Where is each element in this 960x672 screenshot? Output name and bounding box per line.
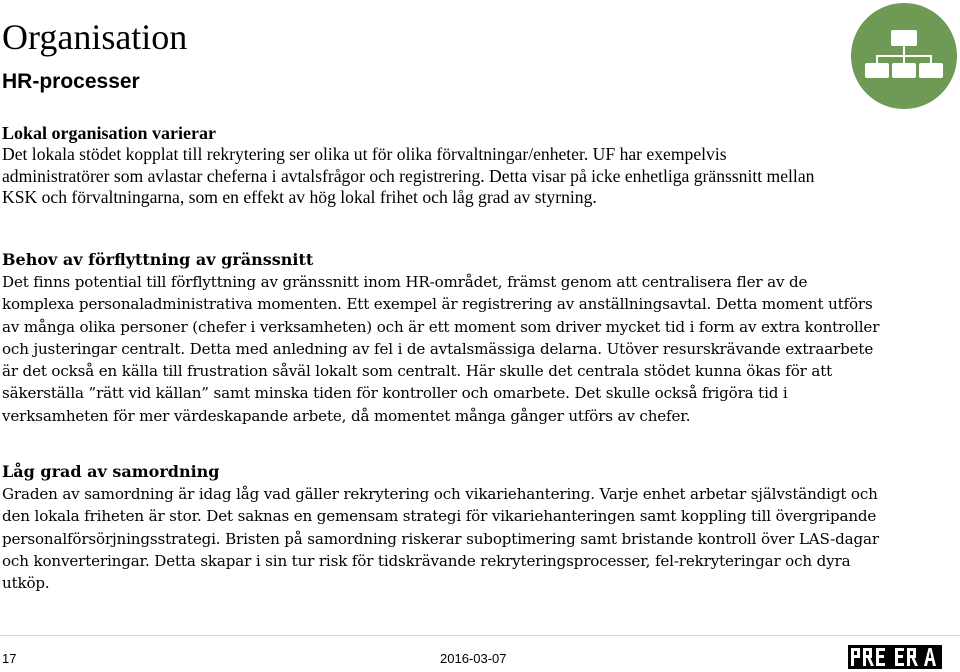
- footer-divider: [0, 635, 960, 636]
- brand-logo: [848, 645, 942, 669]
- org-chart-badge: [851, 3, 957, 109]
- section-heading: Låg grad av samordning: [2, 462, 220, 481]
- section-body: [2, 144, 952, 209]
- section-body: [2, 483, 952, 594]
- page-subtitle: HR-processer: [2, 70, 140, 93]
- body-line: säkerställa ”rätt vid källan” samt minska tiden för kontroller och omarbete. Det skulle också frigöra tid i: [2, 384, 788, 403]
- body-line: komplexa personaladministrativa momenten. Ett exempel är registrering av anställningsavtal. Detta moment utförs: [2, 295, 873, 314]
- body-line: den lokala friheten är stor. Det saknas en gemensam strategi för vikariehanteringen samt koppling till övergripande: [2, 507, 877, 526]
- body-line: är det också en källa till frustration såväl lokalt som centralt. Här skulle det centrala stödet kunna ökas för att: [2, 362, 833, 381]
- body-line: KSK och förvaltningarna, som en effekt av hög lokal frihet och låg grad av styrning.: [2, 187, 597, 207]
- body-line: Det finns potential till förflyttning av gränssnitt inom HR-området, främst genom att centralisera fler av de: [2, 273, 808, 291]
- section-heading: Lokal organisation varierar: [2, 123, 216, 143]
- body-line: Det lokala stödet kopplat till rekrytering ser olika ut för olika förvaltningar/enheter. UF har exempelvis: [2, 144, 727, 164]
- page-number: 17: [2, 651, 17, 666]
- org-chart-icon: [851, 3, 957, 109]
- section-interface-shift: [2, 249, 952, 427]
- section-low-coordination: [2, 461, 952, 594]
- body-line: personalförsörjningsstrategi. Bristen på samordning riskerar suboptimering samt bristande kontroll över LAS-dagar: [2, 529, 879, 548]
- brand-logo-mark: [848, 645, 942, 669]
- body-line: utköp.: [2, 574, 50, 593]
- section-heading: Behov av förflyttning av gränssnitt: [2, 250, 314, 269]
- section-body: [2, 271, 952, 427]
- page-title: Organisation: [2, 17, 188, 57]
- section-local-organisation: [2, 122, 952, 209]
- body-line: Graden av samordning är idag låg vad gäller rekrytering och vikariehantering. Varje enhet arbetar självständigt och: [2, 485, 878, 503]
- footer-date: 2016-03-07: [440, 651, 507, 666]
- body-line: och konverteringar. Detta skapar i sin tur risk för tidskrävande rekryteringsprocesser, fel-rekryteringar och dyra: [2, 551, 851, 570]
- body-line: och justeringar centralt. Detta med anledning av fel i de avtalsmässiga delarna. Utöver resurskrävande extraarbete: [2, 339, 874, 358]
- body-line: av många olika personer (chefer i verksamheten) och är ett moment som driver mycket tid i form av extra kontroller: [2, 317, 880, 336]
- body-line: administratörer som avlastar cheferna i avtalsfrågor och registrering. Detta visar på icke enhetliga gränssnitt mellan: [2, 165, 815, 186]
- body-line: verksamheten för mer värdeskapande arbete, då momentet många gånger utförs av chefer.: [2, 406, 691, 425]
